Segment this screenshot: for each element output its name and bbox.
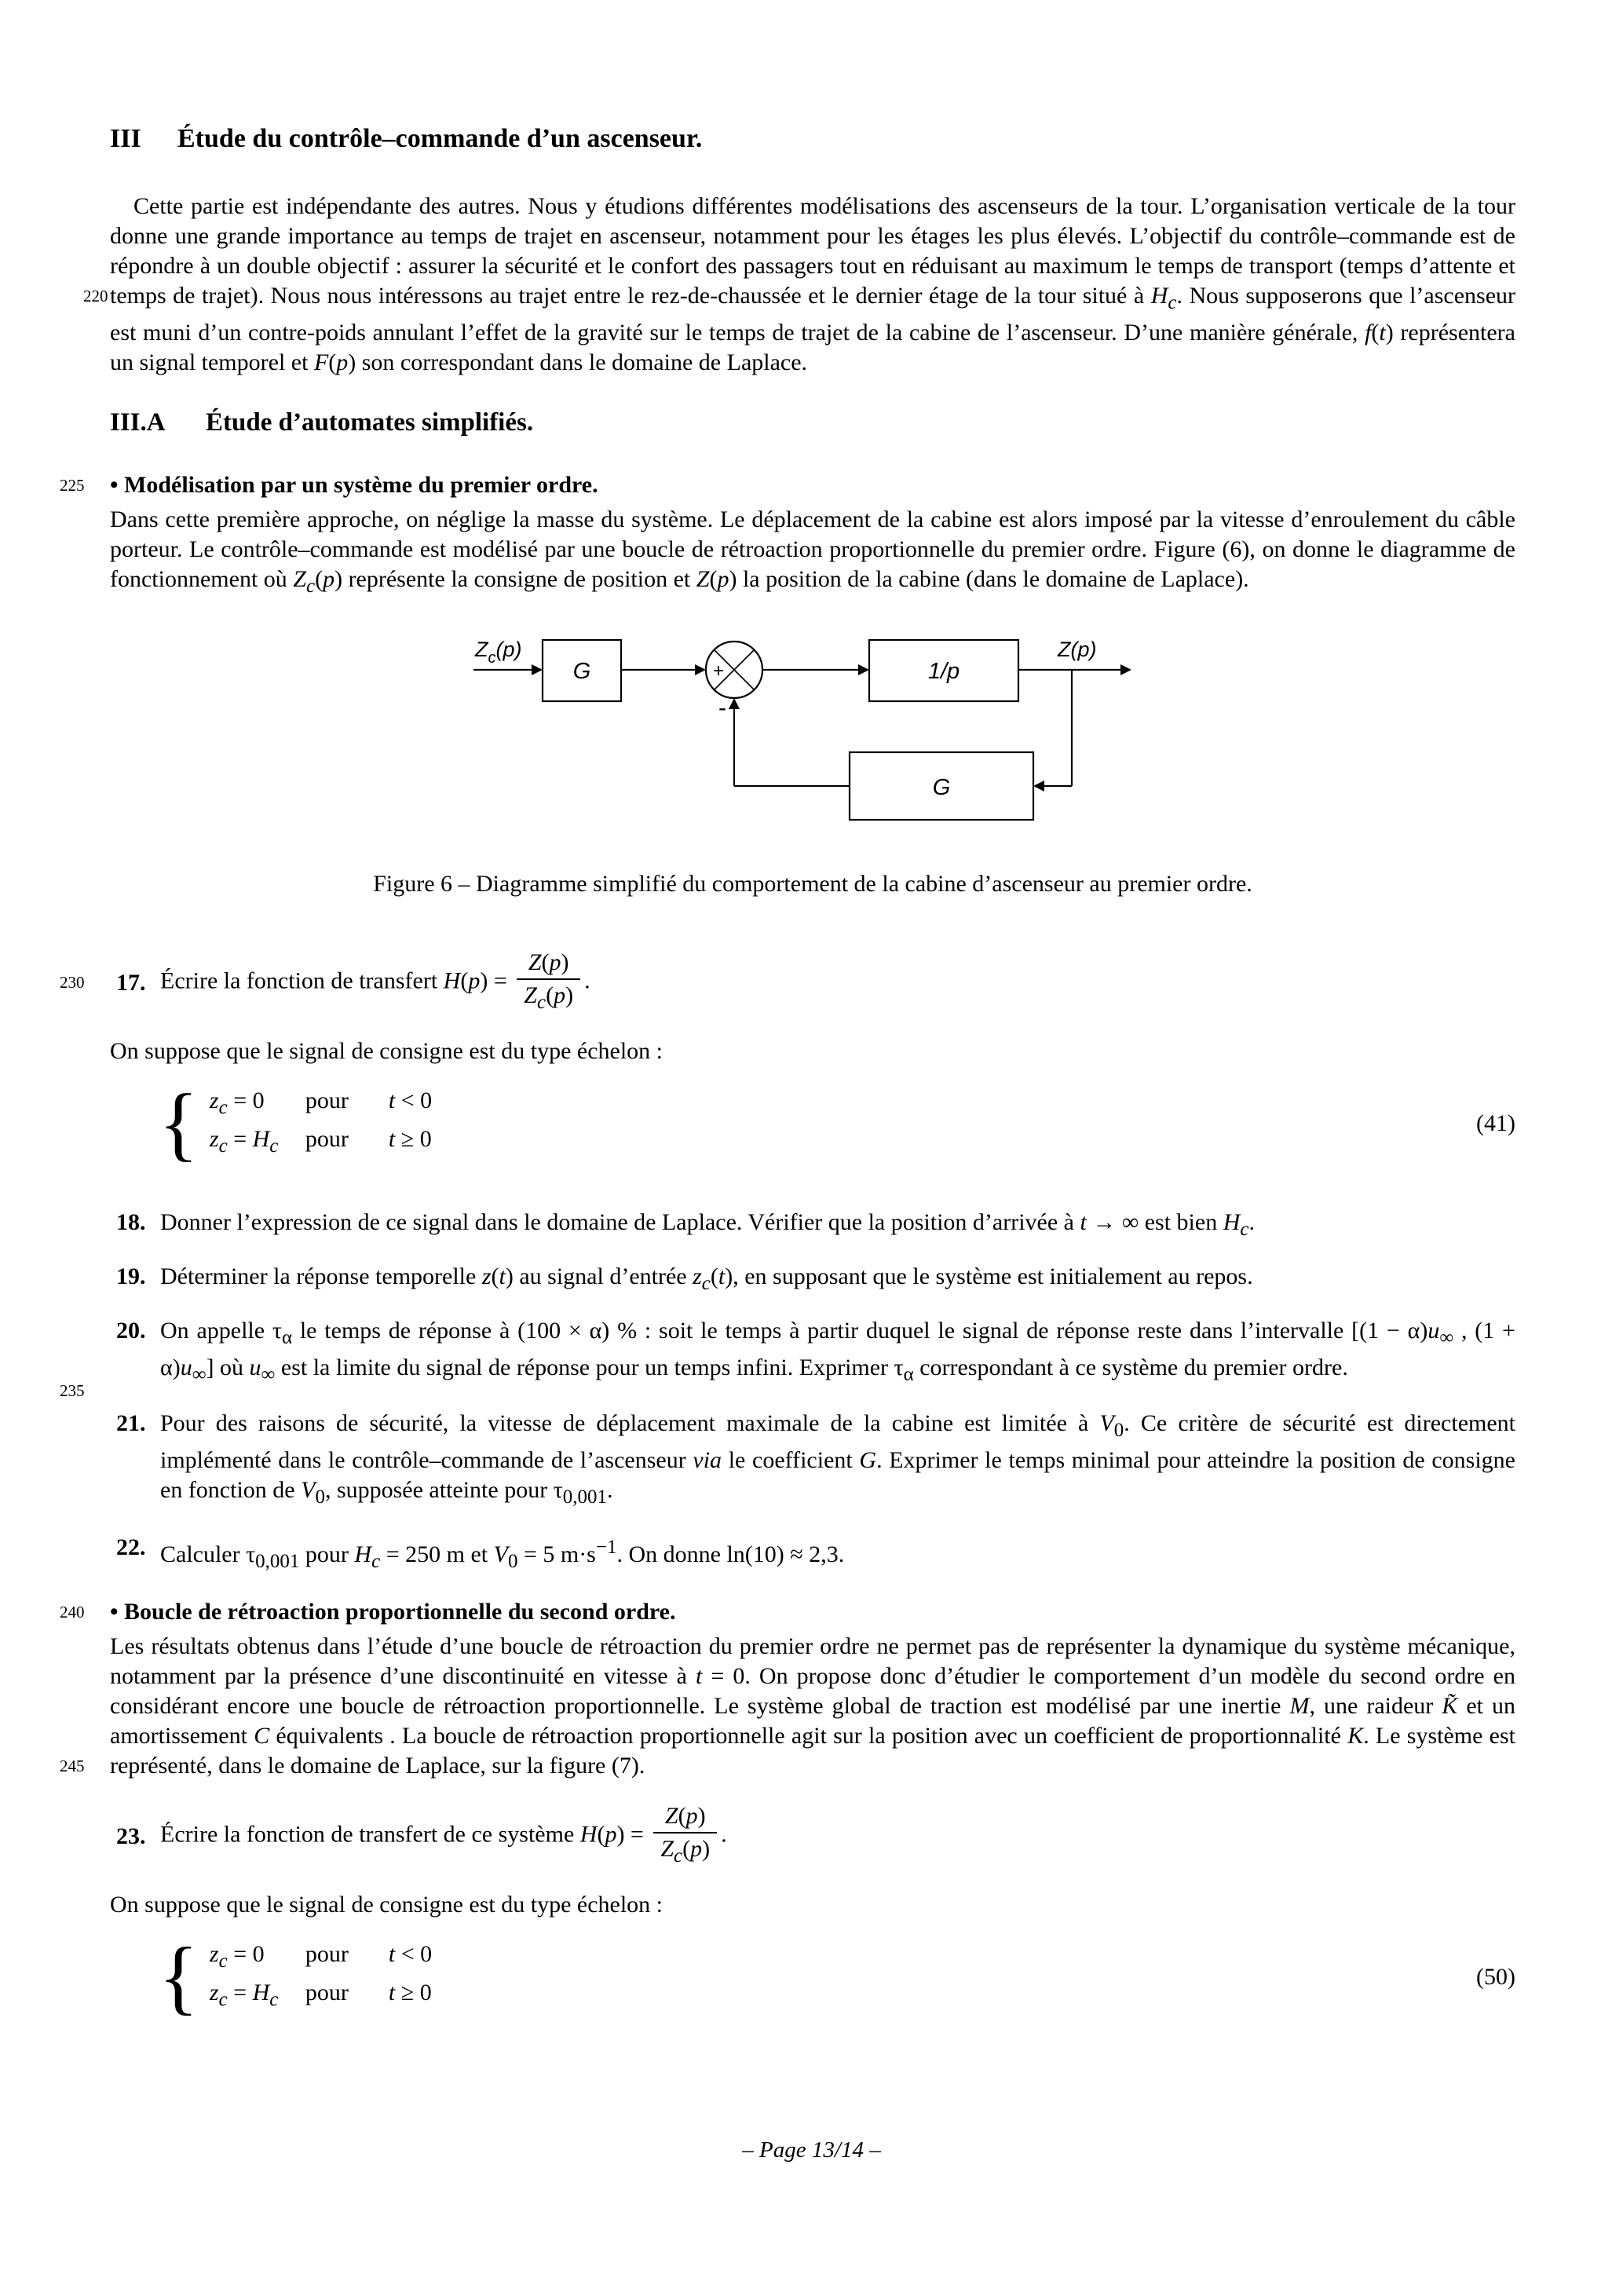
question-23	[110, 1803, 1515, 1870]
case-condition: t ≥ 0	[388, 1980, 432, 2005]
cases-rows	[210, 1085, 432, 1162]
bullet-second-order	[60, 1597, 1515, 1627]
question-number: 23.	[116, 1823, 146, 1849]
step-intro-2: On suppose que le signal de consigne est du type échelon :	[110, 1892, 663, 1918]
arrowhead-into-integrator	[858, 664, 869, 675]
case-row	[210, 1085, 432, 1124]
case-condition: t < 0	[388, 1088, 433, 1113]
gain1-label: G	[572, 659, 591, 684]
plus-sign: +	[712, 660, 725, 682]
figure6	[110, 627, 1515, 899]
case-row	[210, 1939, 432, 1977]
case-lhs: $z_c = H_c$	[209, 1126, 279, 1157]
question-19	[110, 1262, 1515, 1299]
figure6-diagram	[467, 627, 1158, 832]
output-signal-label: Z(p)	[1058, 638, 1097, 661]
question-20	[60, 1316, 1515, 1400]
case-keyword: pour	[305, 1980, 349, 2005]
paragraph-second-order-text: Les résultats obtenus dans l’étude d’une boucle de rétroaction du premier ordre ne permet pas de représenter la dynamique du système mécanique, notamment par la présence d’une discontinuité en vitesse à t = 0. On propose donc d’étudier le comportement d’un modèle du second ordre en considérant encore une boucle de rétroaction proportionnelle. Le système global de traction est modélisé par une inertie M, une raideur K̃ et un amortissement C équivalents . La boucle de rétroaction proportionnelle agit sur la position avec un coefficient de proportionnalité K. Le système est représenté, dans le domaine de Laplace, sur la figure (7).	[110, 1633, 1515, 1779]
margin-line-number: 225	[60, 476, 85, 495]
minus-sign: -	[718, 695, 726, 721]
margin-line-number: 230	[60, 972, 85, 992]
case-condition: t < 0	[388, 1941, 433, 1967]
heading-part-iii-title: Étude du contrôle–commande d’un ascenseur.	[177, 124, 703, 153]
question-text: Écrire la fonction de transfert de ce système H(p) = $\frac{Z(p)}{Z_c(p)}$ .	[160, 1803, 1515, 1870]
question-18	[110, 1208, 1515, 1245]
diagram-wires	[473, 640, 1130, 820]
case-lhs: $z_c = 0$	[209, 1941, 265, 1972]
question-number: 17.	[116, 969, 146, 996]
figure6-caption: Figure 6 – Diagramme simplifié du comportement de la cabine d’ascenseur au premier ordre.	[373, 871, 1252, 897]
question-text: Pour des raisons de sécurité, la vitesse de déplacement maximale de la cabine est limitée à $V_0$. Ce critère de sécurité est directement implémenté dans le contrôle–commande de l’ascenseur via le coefficient G. Exprimer le temps minimal pour atteindre la position de consigne en fonction de $V_0$, supposée atteinte pour $\tau_{0,001}$.	[160, 1410, 1515, 1508]
heading-part-iiia-title: Étude d’automates simplifiés.	[206, 408, 534, 437]
cases-rows	[210, 1939, 432, 2016]
bullet-first-order	[60, 470, 1515, 500]
arrowhead-output	[1120, 664, 1131, 675]
question-text: Déterminer la réponse temporelle z(t) au signal d’entrée $z_c(t)$, en supposant que le système est initialement au repos.	[160, 1263, 1253, 1294]
heading-part-iii-number: III	[110, 124, 141, 153]
step-intro-1: On suppose que le signal de consigne est du type échelon :	[110, 1038, 663, 1064]
question-number: 19.	[116, 1263, 146, 1289]
case-keyword: pour	[305, 1941, 349, 1967]
case-condition: t ≥ 0	[388, 1126, 432, 1152]
paragraph-first-order-text: Dans cette première approche, on néglige la masse du système. Le déplacement de la cabine est alors imposé par la vitesse d’enroulement du câble porteur. Le contrôle–commande est modélisé par une boucle de rétroaction proportionnelle du premier ordre. Figure (6), on donne le diagramme de fonctionnement où $Z_c(p)$ représente la consigne de position et Z(p) la position de la cabine (dans le domaine de Laplace).	[110, 506, 1515, 597]
bullet-first-order-label: • Modélisation par un système du premier ordre.	[110, 472, 598, 498]
question-text: Calculer $\tau_{0,001}$ pour $H_c = 250$ m et $V_0 = 5$ $m\cdot s^{-1}$. On donne ln(10) ≈ 2,3.	[160, 1537, 845, 1572]
heading-part-iiia	[110, 406, 1515, 439]
question-text: On appelle $\tau_\alpha$ le temps de réponse à (100 × α) % : soit le temps à partir duquel le signal de réponse reste dans l’intervalle [$(1 - \alpha)u_\infty$ , $(1 + \alpha)u_\infty$] où $u_\infty$ est la limite du signal de réponse pour un temps infini. Exprimer $\tau_\alpha$ correspondant à ce système du premier ordre.	[160, 1318, 1515, 1385]
case-lhs: $z_c = H_c$	[209, 1980, 279, 2010]
case-lhs: $z_c = 0$	[209, 1088, 265, 1118]
page-footer: – Page 13/14 –	[742, 2137, 881, 2163]
question-number: 22.	[116, 1534, 146, 1560]
integrator-label: 1/p	[927, 659, 960, 684]
question-text: Écrire la fonction de transfert H(p) = $\frac{Z(p)}{Z_c(p)}$ .	[160, 949, 1515, 1016]
heading-part-iiia-number: III.A	[110, 408, 166, 437]
paragraph-first-order	[110, 505, 1515, 601]
question-text: Donner l’expression de ce signal dans le domaine de Laplace. Vérifier que la position d’arrivée à t → ∞ est bien $H_c$.	[160, 1209, 1255, 1240]
question-22	[110, 1533, 1515, 1577]
page-content	[60, 122, 1515, 2023]
equation-number: (50)	[1476, 1964, 1515, 1990]
cases-brace: {	[159, 1931, 199, 2023]
equation-number: (41)	[1476, 1110, 1515, 1136]
case-keyword: pour	[305, 1088, 349, 1113]
arrowhead-into-gain1	[532, 664, 543, 675]
margin-line-number: 220	[83, 287, 108, 305]
question-17	[60, 949, 1515, 1016]
question-number: 18.	[116, 1209, 146, 1235]
question-21	[110, 1409, 1515, 1512]
feedback-gain-label: G	[932, 775, 951, 800]
input-signal-label: $Z_c(p)$	[475, 638, 522, 667]
margin-line-number: 240	[60, 1603, 85, 1621]
margin-line-number: 245	[60, 1757, 85, 1775]
case-row	[210, 1124, 432, 1162]
case-row	[210, 1977, 432, 2016]
paragraph-second-order	[60, 1632, 1515, 1781]
arrowhead-into-sum-bottom	[729, 698, 740, 709]
arrowhead-into-feedback-gain	[1033, 781, 1044, 792]
cases-brace: {	[159, 1077, 199, 1169]
question-number: 21.	[116, 1410, 146, 1436]
case-keyword: pour	[305, 1126, 349, 1152]
equation-41	[110, 1077, 1515, 1169]
question-number: 20.	[116, 1318, 146, 1344]
equation-50	[110, 1931, 1515, 2023]
heading-part-iii	[110, 122, 1515, 155]
paragraph-intro-text: Cette partie est indépendante des autres. Nous y étudions différentes modélisations des ascenseurs de la tour. L’organisation verticale de la tour donne une grande importance au temps de trajet en ascenseur, notamment pour les étages les plus élevés. L’objectif du contrôle–commande est de répondre à un double objectif : assurer la sécurité et le confort des passagers tout en réduisant au maximum le temps de transport (temps d’attente et temps de trajet). Nous nous intéressons au trajet entre le rez-de-chaussée et le dernier étage de la tour situé à $H_c$. Nous supposerons que l’ascenseur est muni d’un contre-poids annulant l’effet de la gravité sur le temps de trajet de la cabine de l’ascenseur. D’une manière générale, f(t) représentera un signal temporel et F(p) son correspondant dans le domaine de Laplace.	[110, 193, 1515, 375]
arrowhead-into-sum	[695, 664, 706, 675]
bullet-second-order-label: • Boucle de rétroaction proportionnelle du second ordre.	[110, 1599, 676, 1625]
margin-line-number: 235	[60, 1381, 85, 1400]
paragraph-intro	[83, 192, 1515, 378]
